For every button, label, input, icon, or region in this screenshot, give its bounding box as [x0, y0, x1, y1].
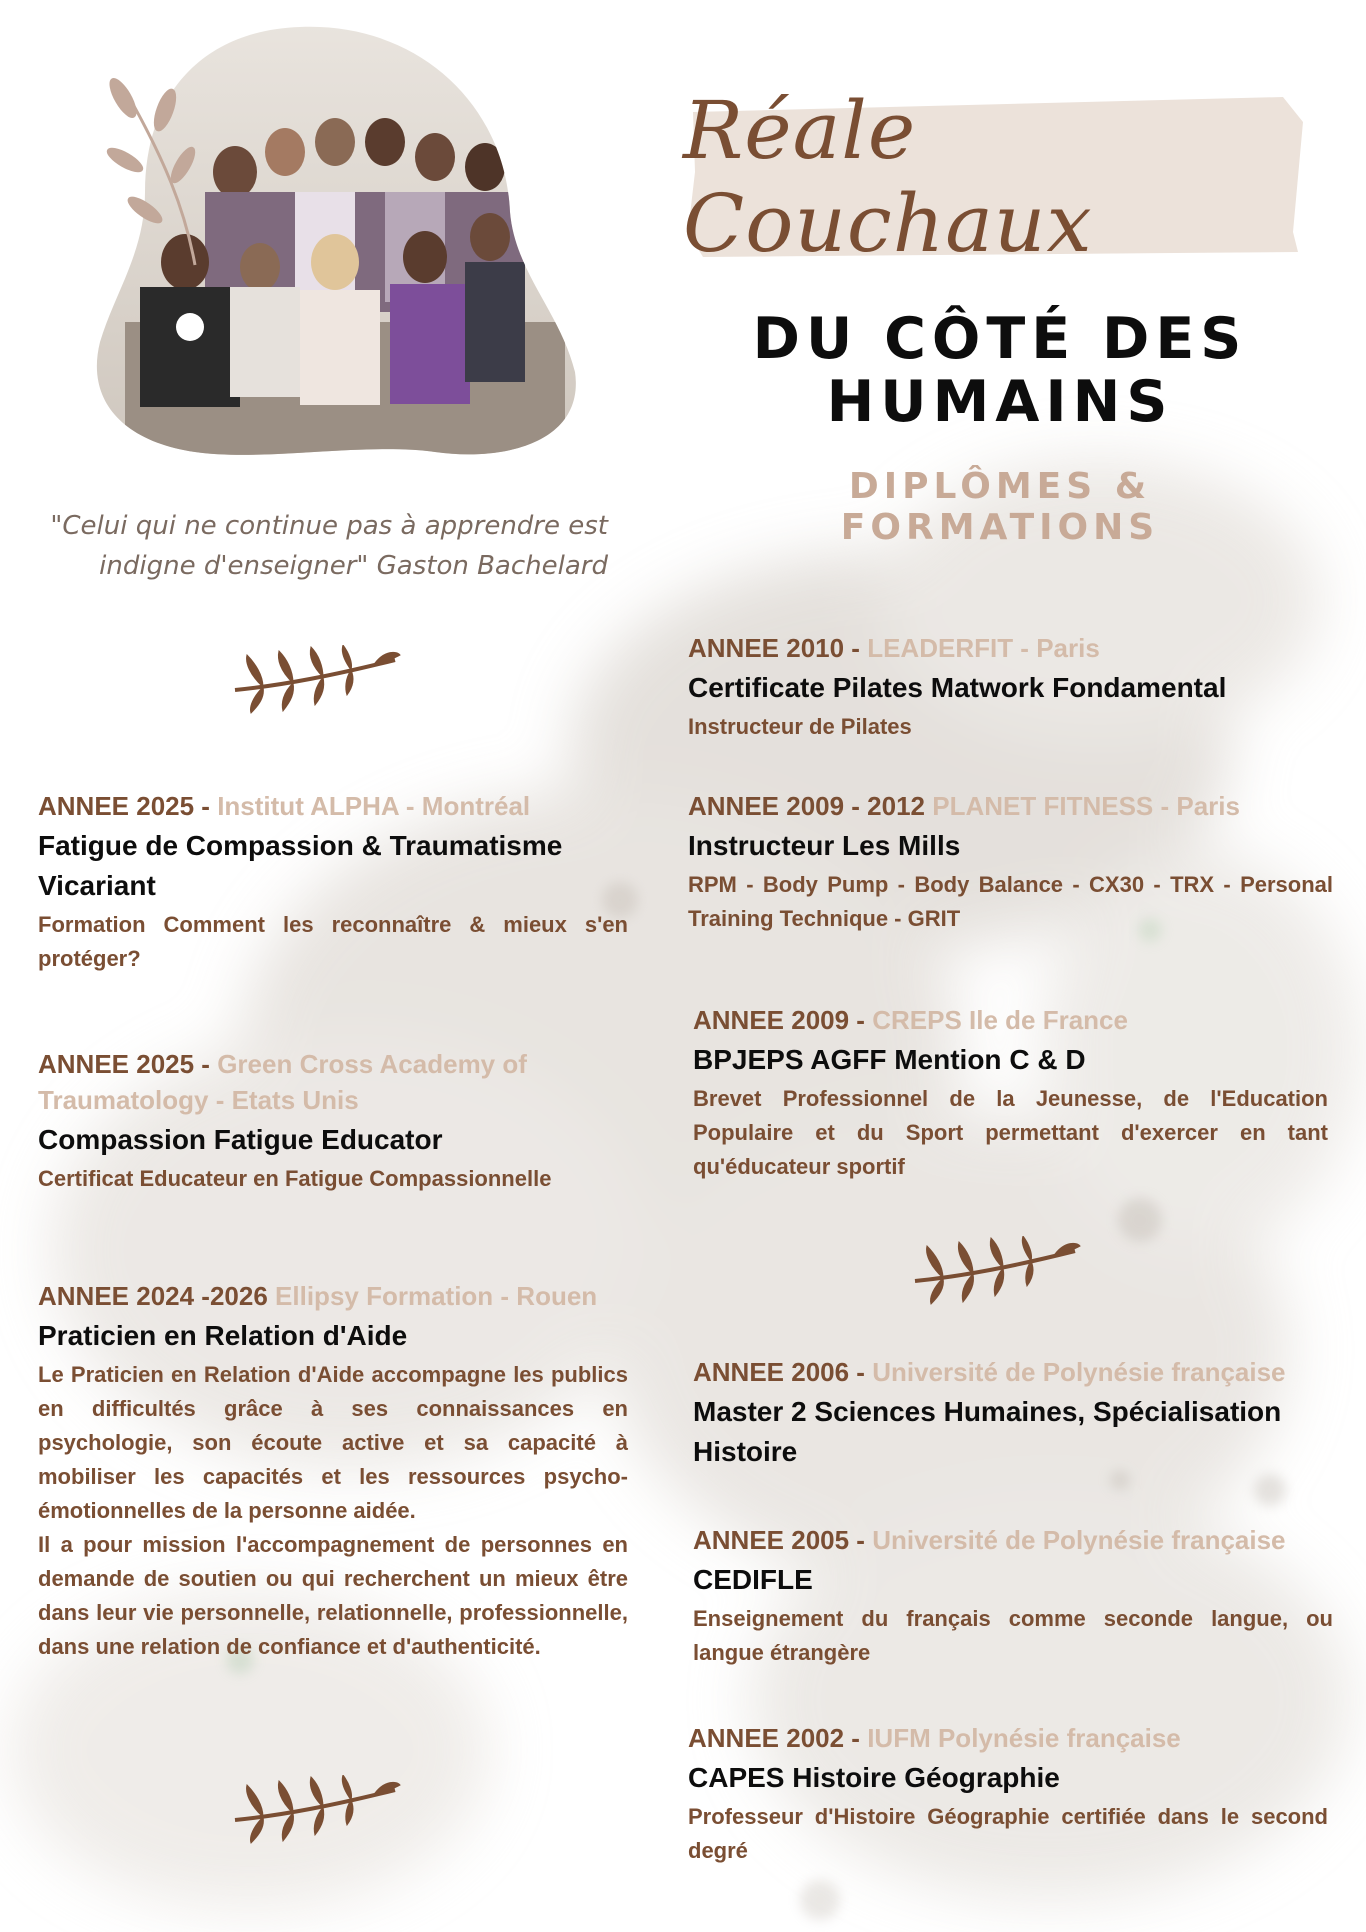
- entry-year: ANNEE 2010 -: [688, 633, 860, 663]
- entry-title: Fatigue de Compassion & Traumatisme Vicariant: [38, 830, 563, 901]
- entry-year: ANNEE 2009 -: [693, 1005, 865, 1035]
- entry-title: Certificate Pilates Matwork Fondamental: [688, 672, 1227, 703]
- formation-entry: [693, 1522, 1333, 1670]
- entry-institution: PLANET FITNESS - Paris: [932, 791, 1240, 821]
- entry-title: BPJEPS AGFF Mention C & D: [693, 1044, 1086, 1075]
- entry-institution: Ellipsy Formation - Rouen: [275, 1281, 598, 1311]
- quote: "Celui qui ne continue pas à apprendre est indigne d'enseigner" Gaston Bachelard: [50, 511, 608, 581]
- entry-year: ANNEE 2002 -: [688, 1723, 860, 1753]
- entry-description: RPM - Body Pump - Body Balance - CX30 - TRX - Personal Training Technique - GRIT: [688, 872, 1333, 931]
- entry-institution: Institut ALPHA - Montréal: [217, 791, 531, 821]
- leaf-branch-decoration: [95, 70, 215, 270]
- entry-year: ANNEE 2025 -: [38, 791, 210, 821]
- entry-title: Instructeur Les Mills: [688, 830, 961, 861]
- sprig-icon: [225, 645, 405, 715]
- formation-entry: [688, 630, 1328, 744]
- formation-entry: [688, 788, 1333, 936]
- entry-institution: IUFM Polynésie française: [867, 1723, 1181, 1753]
- entry-year: ANNEE 2009 - 2012: [688, 791, 926, 821]
- formation-entry: [38, 788, 628, 976]
- entry-description: Enseignement du français comme seconde langue, ou langue étrangère: [693, 1606, 1333, 1665]
- entry-title: Praticien en Relation d'Aide: [38, 1320, 408, 1351]
- main-title: DU CÔTÉ DES HUMAINS: [752, 306, 1248, 435]
- entry-title: CAPES Histoire Géographie: [688, 1762, 1060, 1793]
- entry-title: CEDIFLE: [693, 1564, 813, 1595]
- entry-description: Instructeur de Pilates: [688, 714, 912, 739]
- entry-title: Master 2 Sciences Humaines, Spécialisation Histoire: [693, 1396, 1282, 1467]
- entry-description: Le Praticien en Relation d'Aide accompagne les publics en difficultés grâce à ses connaissances en psychologie, son écoute active et sa capacité à mobiliser les capacités et les ressources psycho-émotionnelles de la personne aidée.: [38, 1362, 628, 1523]
- entry-year: ANNEE 2006 -: [693, 1357, 865, 1387]
- formation-entry: [693, 1002, 1328, 1184]
- person-name: Réale Couchaux: [683, 84, 1093, 270]
- entry-description: Formation Comment les reconnaître & mieux s'en protéger?: [38, 912, 628, 971]
- entry-year: ANNEE 2025 -: [38, 1049, 210, 1079]
- formation-entry: [688, 1720, 1328, 1868]
- sprig-icon: [905, 1236, 1085, 1306]
- entry-institution: Université de Polynésie française: [872, 1525, 1286, 1555]
- entry-institution: Green Cross Academy of Traumatology - Etats Unis: [38, 1049, 527, 1115]
- entry-institution: Université de Polynésie française: [872, 1357, 1286, 1387]
- entry-institution: LEADERFIT - Paris: [867, 633, 1100, 663]
- name-banner: [683, 84, 1305, 270]
- formation-entry: [38, 1046, 558, 1196]
- sprig-icon: [225, 1775, 405, 1845]
- entry-year: ANNEE 2024 -2026: [38, 1281, 268, 1311]
- entry-description: Brevet Professionnel de la Jeunesse, de l'Education Populaire et du Sport permettant d'exercer en tant qu'éducateur sportif: [693, 1086, 1328, 1179]
- formation-entry: [38, 1278, 628, 1664]
- entry-title: Compassion Fatigue Educator: [38, 1124, 443, 1155]
- entry-institution: CREPS Ile de France: [872, 1005, 1128, 1035]
- entry-description: Certificat Educateur en Fatigue Compassionnelle: [38, 1166, 552, 1191]
- entry-year: ANNEE 2005 -: [693, 1525, 865, 1555]
- entry-description: Il a pour mission l'accompagnement de personnes en demande de soutien ou qui recherchent un mieux être dans leur vie personnelle, relationnelle, professionnelle, dans une relation de confiance et d'authenticité.: [38, 1532, 628, 1659]
- formation-entry: [693, 1354, 1333, 1472]
- section-subtitle: DIPLÔMES & FORMATIONS: [840, 466, 1160, 548]
- entry-description: Professeur d'Histoire Géographie certifiée dans le second degré: [688, 1804, 1328, 1863]
